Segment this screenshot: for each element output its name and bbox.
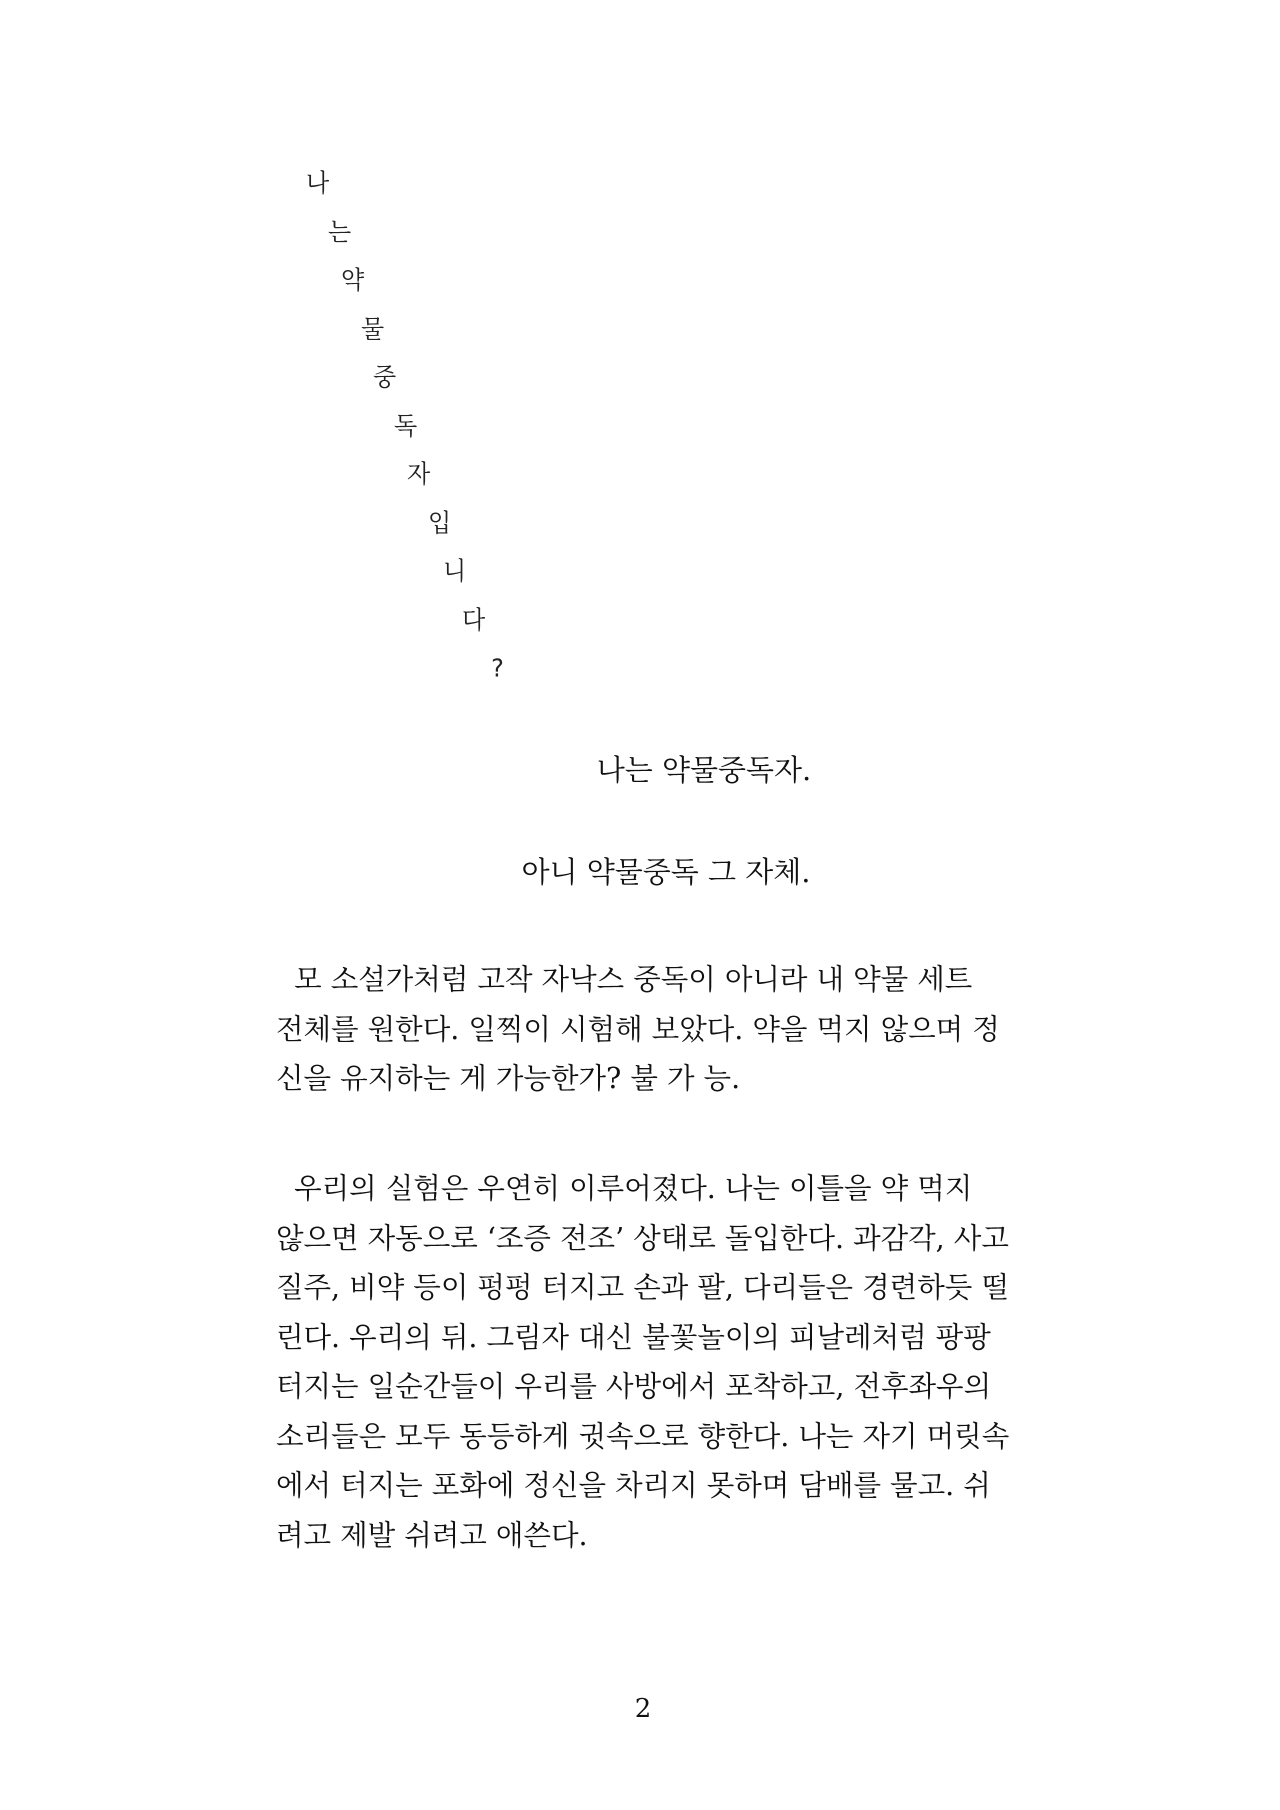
diagonal-title-char: 중	[373, 362, 397, 392]
diagonal-title-char: 니	[443, 556, 467, 586]
paragraph-line: 우리의 실험은 우연히 이루어졌다. 나는 이틀을 약 먹지	[276, 1172, 973, 1205]
center-statement: 아니 약물중독 그 자체.	[521, 855, 811, 889]
diagonal-title-char: 입	[428, 508, 452, 538]
paragraph-line: 않으면 자동으로 ‘조증 전조’ 상태로 돌입한다. 과감각, 사고	[276, 1221, 1009, 1255]
diagonal-title-char: 독	[394, 411, 418, 441]
paragraph-line: 소리들은 모두 동등하게 귓속으로 향한다. 나는 자기 머릿속	[276, 1419, 1010, 1453]
diagonal-title-char: 약	[341, 265, 365, 295]
body-paragraph	[276, 1164, 1010, 1560]
diagonal-title-char: 자	[407, 459, 431, 489]
diagonal-title-char: ?	[490, 653, 505, 683]
paragraph-line: 에서 터지는 포화에 정신을 차리지 못하며 담배를 물고. 쉬	[276, 1469, 991, 1502]
diagonal-title-char: 다	[462, 605, 486, 635]
paragraph-line: 터지는 일순간들이 우리를 사방에서 포착하고, 전후좌우의	[276, 1370, 992, 1403]
center-statement: 나는 약물중독자.	[596, 753, 812, 787]
paragraph-line: 질주, 비약 등이 펑펑 터지고 손과 팔, 다리들은 경련하듯 떨	[276, 1271, 1009, 1304]
paragraph-line: 린다. 우리의 뒤. 그림자 대신 불꽃놀이의 피날레처럼 팡팡	[276, 1320, 991, 1354]
paragraph-line: 신을 유지하는 게 가능한가? 불 가 능.	[276, 1062, 741, 1095]
body-paragraph	[276, 955, 1006, 1104]
diagonal-title-char: 나	[306, 168, 330, 198]
paragraph-line: 전체를 원한다. 일찍이 시험해 보았다. 약을 먹지 않으며 정	[276, 1012, 1000, 1046]
diagonal-title-char: 는	[328, 217, 352, 247]
paragraph-line: 려고 제발 쉬려고 애쓴다.	[276, 1518, 588, 1552]
page-number: 2	[634, 1694, 652, 1724]
diagonal-title-char: 물	[361, 314, 385, 344]
paragraph-line: 모 소설가처럼 고작 자낙스 중독이 아니라 내 약물 세트	[276, 963, 973, 996]
